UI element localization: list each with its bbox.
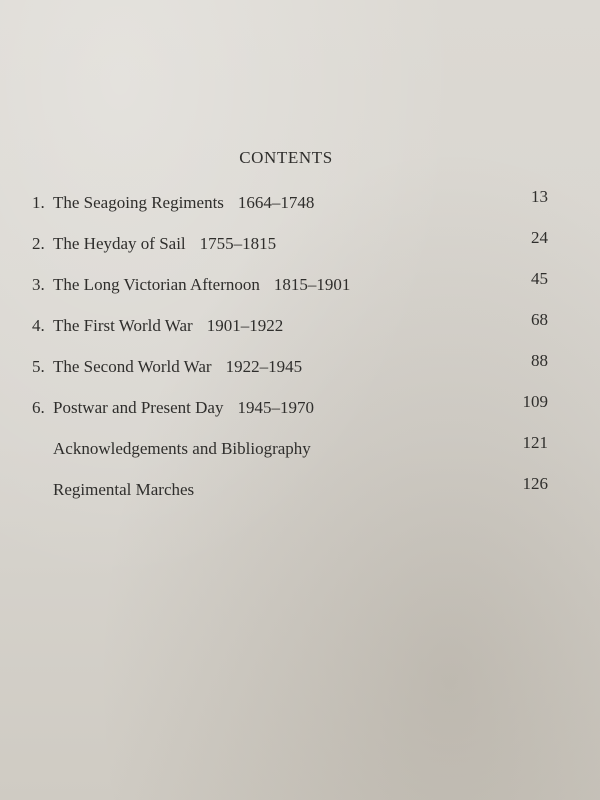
entry-page-number: 13 xyxy=(531,187,548,206)
entry-title xyxy=(53,193,314,213)
toc-entry xyxy=(32,269,552,316)
entry-title xyxy=(53,234,276,254)
toc-entry xyxy=(32,433,552,480)
entry-page-number: 68 xyxy=(531,310,548,329)
entry-number: 2. xyxy=(32,234,45,253)
toc-entry xyxy=(32,351,552,398)
entry-title-text: The Heyday of Sail xyxy=(53,234,186,253)
entry-dates: 1901–1922 xyxy=(206,316,284,335)
entry-number: 5. xyxy=(32,357,45,376)
entry-title xyxy=(53,480,194,500)
entry-page-number: 88 xyxy=(531,351,548,370)
entry-number: 3. xyxy=(32,275,45,294)
entry-number: 6. xyxy=(32,398,45,417)
entry-page-number: 45 xyxy=(531,269,548,288)
entry-title-text: The Seagoing Regiments xyxy=(53,193,224,212)
toc-entry xyxy=(32,474,552,521)
toc-entry xyxy=(32,392,552,439)
entry-title xyxy=(53,398,314,418)
toc-entry xyxy=(32,228,552,275)
entry-title-text: The Long Victorian Afternoon xyxy=(53,275,260,294)
entry-dates: 1945–1970 xyxy=(237,398,314,417)
toc-entry xyxy=(32,310,552,357)
entry-number: 4. xyxy=(32,316,45,335)
entry-page-number: 109 xyxy=(522,392,548,411)
entry-title xyxy=(53,316,283,336)
entry-title xyxy=(53,439,311,459)
entry-title-text: Postwar and Present Day xyxy=(53,398,224,417)
entry-dates: 1815–1901 xyxy=(273,275,351,294)
toc-entry xyxy=(32,187,552,234)
contents-heading: CONTENTS xyxy=(239,148,333,167)
entry-title xyxy=(53,275,350,295)
entry-title-text: Regimental Marches xyxy=(53,480,195,499)
entry-dates: 1922–1945 xyxy=(225,357,303,376)
entry-title-text: Acknowledgements and Bibliography xyxy=(53,439,311,458)
entry-title-text: The Second World War xyxy=(53,357,212,376)
entry-page-number: 126 xyxy=(522,474,548,493)
entry-title-text: The First World War xyxy=(53,316,193,335)
entry-dates: 1755–1815 xyxy=(199,234,277,253)
entry-dates: 1664–1748 xyxy=(237,193,315,212)
entry-title xyxy=(53,357,302,377)
entry-page-number: 121 xyxy=(522,433,548,452)
table-of-contents xyxy=(32,187,552,521)
entry-number: 1. xyxy=(32,193,45,212)
entry-page-number: 24 xyxy=(531,228,548,247)
